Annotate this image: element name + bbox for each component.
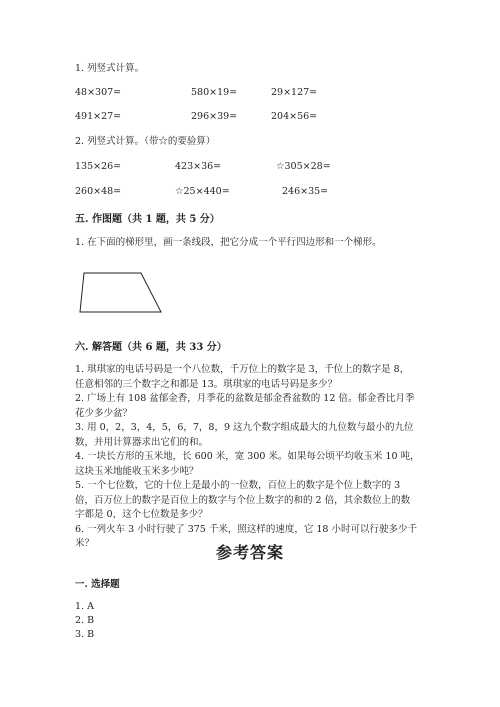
calc-item: 204×56=: [271, 111, 318, 122]
part5-question: 1. 在下面的梯形里，画一条线段，把它分成一个平行四边形和一个梯形。: [75, 237, 382, 248]
calc-item: 48×307=: [75, 87, 122, 98]
answer-item: 3. B: [75, 629, 95, 640]
answer-item: 2. B: [75, 615, 95, 626]
calc-item: ☆25×440=: [175, 186, 230, 197]
question-line: 米？: [75, 538, 95, 549]
calc-item: ☆305×28=: [276, 161, 331, 172]
part5-title: 五. 作图题（共 1 题，共 5 分）: [75, 214, 220, 225]
trapezoid-figure: [78, 270, 168, 315]
question-line: 任意相邻的三个数字之和都是 13。琪琪家的电话号码是多少？: [75, 378, 338, 390]
question-line: 花少多少盆？: [75, 407, 133, 419]
answer-item: 1. A: [75, 601, 94, 612]
question-line: 字都是 0，这个七位数是多少？: [75, 509, 208, 520]
calc-item: 260×48=: [75, 186, 122, 197]
question-line: 数，并用计算器求出它们的和。: [75, 436, 209, 448]
section2-heading: 2. 列竖式计算。（带☆的要验算）: [75, 136, 216, 147]
answers-title: 参考答案: [215, 543, 284, 562]
trapezoid-shape: [80, 273, 161, 312]
calc-item: 29×127=: [271, 87, 318, 98]
question-line: 5. 一个七位数，它的十位上是最小的一位数，百位上的数字是个位上数字的 3: [75, 480, 401, 491]
question-line: 3. 用 0，2，3，4，5，6，7，8，9 这九个数字组成最大的九位数与最小的九位: [75, 422, 414, 433]
question-line: 1. 琪琪家的电话号码是一个八位数，千万位上的数字是 3，千位上的数字是 8，: [75, 364, 410, 375]
calc-item: 491×27=: [75, 111, 122, 122]
calc-item: 580×19=: [191, 87, 238, 98]
part6-questions: [75, 363, 420, 552]
question-line: 2. 广场上有 108 盆郁金香，月季花的盆数是郁金香盆数的 12 倍。郁金香比月季: [75, 393, 415, 404]
question-line: 6. 一列火车 3 小时行驶了 375 千米，照这样的速度，它 18 小时可以行驶多少千: [75, 523, 417, 535]
calc-item: 423×36=: [175, 161, 222, 172]
answers-subtitle: 一. 选择题: [75, 579, 120, 590]
question-line: 4. 一块长方形的玉米地，长 600 米，宽 300 米。如果每公顷平均收玉米 10 吨，: [75, 451, 420, 462]
section1-heading: 1. 列竖式计算。: [75, 63, 145, 74]
question-line: 倍，百万位上的数字是百位上的数字与个位上数字的和的 2 倍，其余数位上的数: [75, 494, 411, 506]
part6-title: 六. 解答题（共 6 题，共 33 分）: [75, 342, 227, 353]
calc-item: 135×26=: [75, 161, 122, 172]
calc-item: 246×35=: [282, 186, 329, 197]
calc-item: 296×39=: [191, 111, 238, 122]
question-line: 这块玉米地能收玉米多少吨？: [75, 465, 199, 477]
